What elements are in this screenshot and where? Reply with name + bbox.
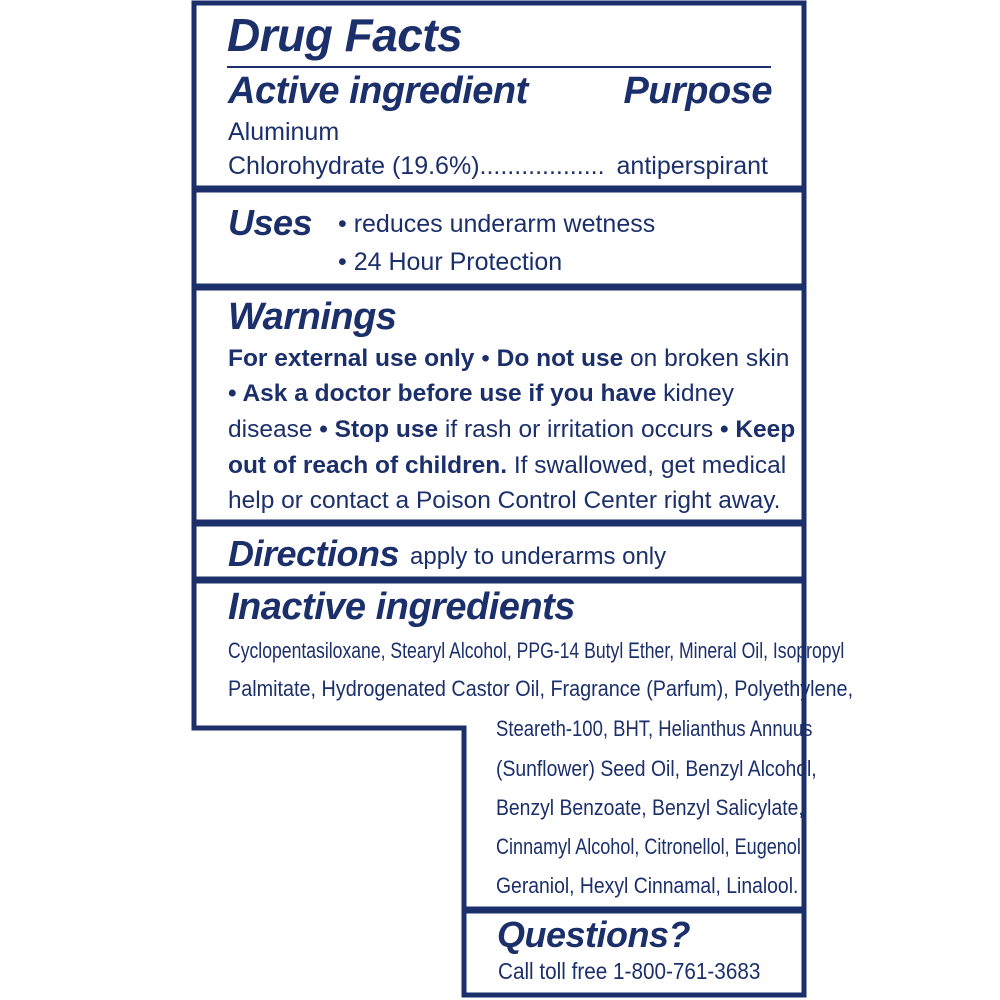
inactive-line-4: (Sunflower) Seed Oil, Benzyl Alcohol, [496, 756, 817, 781]
warning-stop-use: • Stop use [319, 416, 439, 443]
uses-heading: Uses [228, 202, 313, 243]
active-ingredient-line2: Chlorohydrate (19.6%).................. [228, 152, 605, 180]
warnings-line-5: help or contact a Poison Control Center right away. [228, 487, 781, 514]
warning-rash: if rash or irritation occurs [438, 416, 720, 443]
questions-heading: Questions? [497, 914, 691, 955]
directions-heading: Directions [228, 533, 400, 574]
active-ingredient-heading: Active ingredient [228, 70, 528, 112]
warning-kidney: kidney [656, 380, 735, 407]
drug-facts-title: Drug Facts [227, 9, 463, 61]
purpose-heading: Purpose [623, 70, 772, 112]
active-ingredient-line1: Aluminum [228, 118, 340, 146]
warnings-line-1 [228, 345, 789, 373]
warning-separator: • [474, 345, 497, 372]
warnings-line-4 [228, 452, 786, 480]
warnings-heading: Warnings [228, 296, 397, 338]
warning-broken-skin: on broken skin [623, 345, 790, 372]
warning-out-of-reach: out of reach of children. [228, 452, 508, 479]
warning-swallowed: If swallowed, get medical [507, 452, 787, 479]
questions-phone-text: Call toll free 1-800-761-3683 [498, 958, 761, 984]
uses-item-1: • reduces underarm wetness [338, 210, 656, 238]
inactive-line-5: Benzyl Benzoate, Benzyl Salicylate, [496, 795, 804, 820]
inactive-line-7: Geraniol, Hexyl Cinnamal, Linalool. [496, 873, 799, 898]
warnings-line-2 [228, 380, 734, 408]
warning-do-not-use: Do not use [496, 345, 624, 372]
inactive-line-1: Cyclopentasiloxane, Stearyl Alcohol, PPG-14 Butyl Ether, Mineral Oil, Isopropyl [228, 638, 845, 663]
inactive-line-6: Cinnamyl Alcohol, Citronellol, Eugenol, [496, 834, 806, 859]
warning-ask-doctor: • Ask a doctor before use if you have [228, 380, 657, 407]
warning-keep: • Keep [719, 416, 796, 443]
active-ingredient-purpose: antiperspirant [616, 152, 768, 180]
warning-disease: disease [228, 416, 320, 443]
warnings-line-3 [228, 416, 795, 444]
directions-text: apply to underarms only [410, 543, 667, 570]
inactive-line-3: Steareth-100, BHT, Helianthus Annuus [496, 716, 813, 741]
inactive-line-2: Palmitate, Hydrogenated Castor Oil, Fragrance (Parfum), Polyethylene, [228, 676, 854, 701]
warning-external-use: For external use only [228, 345, 475, 372]
inactive-ingredients-heading: Inactive ingredients [228, 586, 575, 628]
uses-item-2: • 24 Hour Protection [338, 248, 563, 276]
